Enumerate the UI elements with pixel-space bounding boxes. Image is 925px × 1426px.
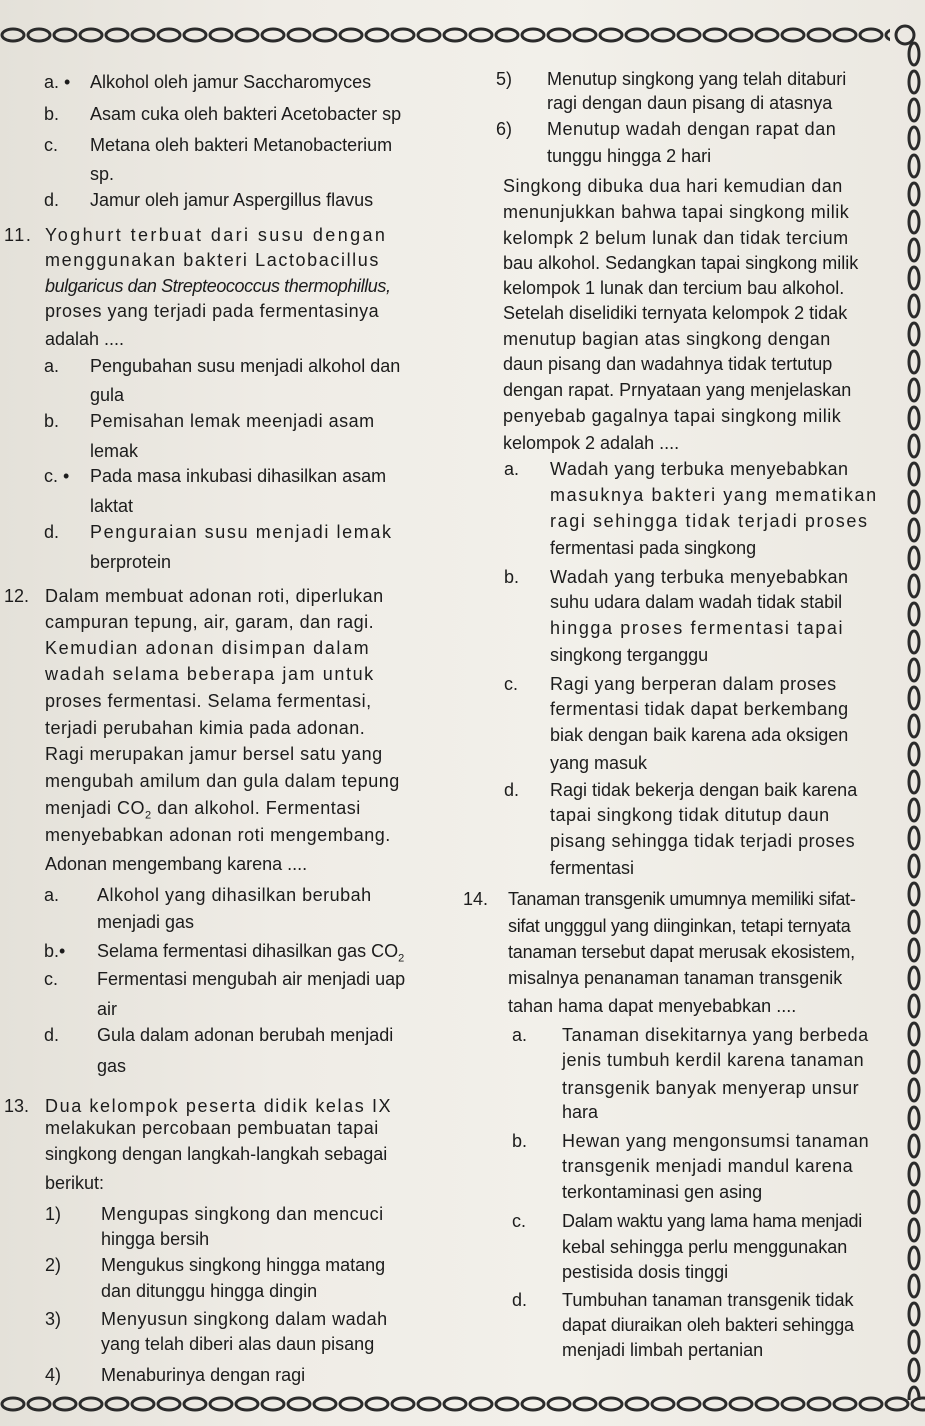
step-text: ragi dengan daun pisang di atasnya	[547, 93, 833, 113]
option-label: c.	[44, 969, 59, 989]
option-text: biak dengan baik karena ada oksigen	[550, 725, 849, 745]
paragraph-line: daun pisang dan wadahnya tidak tertutup	[503, 354, 833, 374]
question-text: misalnya penanaman tanaman transgenik	[508, 968, 843, 988]
option-text: suhu udara dalam wadah tidak stabil	[550, 592, 843, 612]
option-text: transgenik banyak menyerap unsur	[562, 1078, 860, 1098]
option-label: a.	[504, 459, 520, 479]
question-text: tanaman tersebut dapat merusak ekosistem,	[508, 942, 855, 962]
option-label: c. •	[44, 466, 70, 486]
option-text: terkontaminasi gen asing	[562, 1182, 763, 1202]
question-text: Dua kelompok peserta didik kelas IX	[45, 1096, 393, 1116]
step-text: Menaburinya dengan ragi	[101, 1365, 306, 1385]
option-text: pisang sehingga tidak terjadi proses	[550, 831, 856, 851]
question-text: Yoghurt terbuat dari susu dengan	[45, 225, 388, 245]
question-text: menggunakan bakteri Lactobacillus	[45, 250, 380, 270]
paragraph-line: kelompk 2 belum lunak dan tidak tercium	[503, 228, 849, 248]
option-label: a.	[44, 356, 60, 376]
question-text: melakukan percobaan pembuatan tapai	[45, 1118, 379, 1138]
option-text: Pada masa inkubasi dihasilkan asam	[90, 466, 387, 486]
decorative-top-border	[0, 22, 925, 48]
question-text: Tanaman transgenik umumnya memiliki sifat-	[508, 889, 856, 909]
option-text: singkong terganggu	[550, 645, 709, 665]
option-label: b.	[44, 411, 60, 431]
question-text: berikut:	[45, 1173, 105, 1193]
question-text: wadah selama beberapa jam untuk	[45, 664, 375, 684]
option-text: sp.	[90, 164, 115, 184]
option-text: dapat diuraikan oleh bakteri sehingga	[562, 1315, 854, 1335]
step-text: Menutup wadah dengan rapat dan	[547, 119, 837, 139]
paragraph-line: bau alkohol. Sedangkan tapai singkong milik	[503, 253, 859, 273]
option-text: ragi sehingga tidak terjadi proses	[550, 511, 869, 531]
option-text: air	[97, 999, 118, 1019]
option-text: lemak	[90, 441, 139, 461]
option-label: b.	[44, 104, 60, 124]
option-text: transgenik menjadi mandul karena	[562, 1156, 854, 1176]
question-number: 12.	[4, 586, 30, 606]
step-label: 5)	[496, 69, 513, 89]
option-text: hara	[562, 1102, 599, 1122]
paragraph-line: kelompok 1 lunak dan tercium bau alkohol.	[503, 278, 845, 298]
option-text: kebal sehingga perlu menggunakan	[562, 1237, 848, 1257]
question-text: Dalam membuat adonan roti, diperlukan	[45, 586, 384, 606]
option-text: Selama fermentasi dihasilkan gas $CO_2$	[97, 941, 405, 965]
option-label: d.	[44, 190, 60, 210]
option-text: Ragi yang berperan dalam proses	[550, 674, 837, 694]
step-text: Mengupas singkong dan mencuci	[101, 1204, 384, 1224]
option-text: Asam cuka oleh bakteri Acetobacter sp	[90, 104, 402, 124]
option-text: tapai singkong tidak ditutup daun	[550, 805, 830, 825]
question-text: Adonan mengembang karena ....	[45, 854, 308, 874]
option-label: c.	[512, 1211, 527, 1231]
option-text: pestisida dosis tinggi	[562, 1262, 729, 1282]
option-text: Jamur oleh jamur Aspergillus flavus	[90, 190, 374, 210]
option-text: Alkohol oleh jamur Saccharomyces	[90, 72, 372, 92]
option-text: Metana oleh bakteri Metanobacterium	[90, 135, 393, 155]
question-text: proses fermentasi. Selama fermentasi,	[45, 691, 372, 711]
option-label: a.	[44, 885, 60, 905]
paragraph-line: penyebab gagalnya tapai singkong milik	[503, 406, 842, 426]
option-label: b.	[504, 567, 520, 587]
option-text: Ragi tidak bekerja dengan baik karena	[550, 780, 858, 800]
question-text: proses yang terjadi pada fermentasinya	[45, 301, 380, 321]
question-text: Ragi merupakan jamur bersel satu yang	[45, 744, 383, 764]
option-text: Penguraian susu menjadi lemak	[90, 522, 393, 542]
question-text: sifat ungggul yang diinginkan, tetapi ternyata	[508, 916, 851, 936]
option-text: fermentasi pada singkong	[550, 538, 757, 558]
question-text: tahan hama dapat menyebabkan ....	[508, 996, 797, 1016]
option-text: Tanaman disekitarnya yang berbeda	[562, 1025, 869, 1045]
step-label: 6)	[496, 119, 513, 139]
option-text: Wadah yang terbuka menyebabkan	[550, 567, 849, 587]
step-label: 2)	[45, 1255, 62, 1275]
option-text: Gula dalam adonan berubah menjadi	[97, 1025, 394, 1045]
option-text: Alkohol yang dihasilkan berubah	[97, 885, 372, 905]
question-text: mengubah amilum dan gula dalam tepung	[45, 771, 400, 791]
option-label: c.	[504, 674, 519, 694]
paragraph-line: kelompok 2 adalah ....	[503, 433, 680, 453]
step-label: 3)	[45, 1309, 62, 1329]
step-text: Menutup singkong yang telah ditaburi	[547, 69, 847, 89]
option-label: a.	[512, 1025, 528, 1045]
paragraph-line: menutup bagian atas singkong dengan	[503, 329, 831, 349]
option-text: Dalam waktu yang lama hama menjadi	[562, 1211, 862, 1231]
option-label: b.	[512, 1131, 528, 1151]
question-text: terjadi perubahan kimia pada adonan.	[45, 718, 366, 738]
paragraph-line: menunjukkan bahwa tapai singkong milik	[503, 202, 850, 222]
question-text: singkong dengan langkah-langkah sebagai	[45, 1144, 388, 1164]
option-text: Tumbuhan tanaman transgenik tidak	[562, 1290, 854, 1310]
option-text: Fermentasi mengubah air menjadi uap	[97, 969, 406, 989]
paragraph-line: Singkong dibuka dua hari kemudian dan	[503, 176, 843, 196]
option-text: fermentasi tidak dapat berkembang	[550, 699, 849, 719]
step-text: Menyusun singkong dalam wadah	[101, 1309, 388, 1329]
option-label: b.•	[44, 941, 66, 961]
option-text: gula	[90, 385, 125, 405]
option-label: c.	[44, 135, 59, 155]
option-label: a. •	[44, 72, 71, 92]
option-text: Pengubahan susu menjadi alkohol dan	[90, 356, 401, 376]
option-text: yang masuk	[550, 753, 648, 773]
decorative-bottom-border	[0, 1391, 925, 1417]
option-text: masuknya bakteri yang mematikan	[550, 485, 878, 505]
question-number: 14.	[463, 889, 489, 909]
step-text: yang telah diberi alas daun pisang	[101, 1334, 375, 1354]
step-text: dan ditunggu hingga dingin	[101, 1281, 318, 1301]
option-label: d.	[504, 780, 520, 800]
step-label: 1)	[45, 1204, 62, 1224]
step-text: Mengukus singkong hingga matang	[101, 1255, 386, 1275]
question-text: adalah ....	[45, 329, 125, 349]
question-text: Kemudian adonan disimpan dalam	[45, 638, 371, 658]
step-text: tunggu hingga 2 hari	[547, 146, 712, 166]
option-text: menjadi gas	[97, 912, 195, 932]
option-text: Wadah yang terbuka menyebabkan	[550, 459, 849, 479]
question-text: menjadi $CO_2$ dan alkohol. Fermentasi	[45, 798, 361, 822]
option-text: Pemisahan lemak meenjadi asam	[90, 411, 375, 431]
question-number: 11.	[4, 225, 33, 245]
option-text: gas	[97, 1056, 127, 1076]
option-text: fermentasi	[550, 858, 635, 878]
question-text: campuran tepung, air, garam, dan ragi.	[45, 612, 375, 632]
question-text: bulgaricus dan Strepteococcus thermophillus,	[45, 276, 391, 296]
option-text: hingga proses fermentasi tapai	[550, 618, 845, 638]
option-text: menjadi limbah pertanian	[562, 1340, 764, 1360]
question-text: menyebabkan adonan roti mengembang.	[45, 825, 391, 845]
option-text: jenis tumbuh kerdil karena tanaman	[562, 1050, 865, 1070]
step-text: hingga bersih	[101, 1229, 210, 1249]
option-text: Hewan yang mengonsumsi tanaman	[562, 1131, 870, 1151]
option-text: laktat	[90, 496, 134, 516]
paragraph-line: dengan rapat. Prnyataan yang menjelaskan	[503, 380, 852, 400]
option-label: d.	[44, 1025, 60, 1045]
option-text: berprotein	[90, 552, 172, 572]
question-number: 13.	[4, 1096, 30, 1116]
step-label: 4)	[45, 1365, 62, 1385]
option-label: d.	[512, 1290, 528, 1310]
option-label: d.	[44, 522, 60, 542]
decorative-right-border	[903, 40, 925, 1400]
paragraph-line: Setelah diselidiki ternyata kelompok 2 tidak	[503, 303, 848, 323]
